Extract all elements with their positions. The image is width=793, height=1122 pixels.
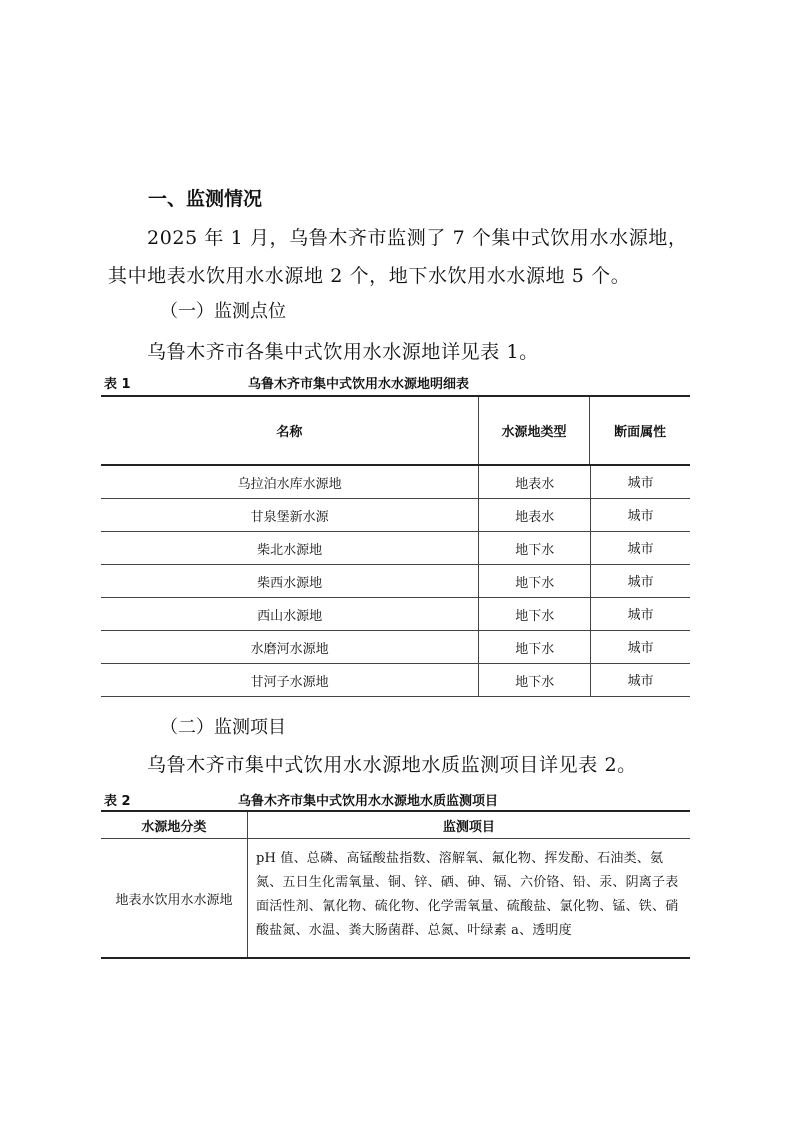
table1-cell-attribute: 城市 (590, 631, 690, 663)
table1-reference-text: 乌鲁木齐市各集中式饮用水水源地详见表 1。 (147, 341, 539, 363)
table-row (101, 664, 690, 697)
table-row (101, 466, 690, 499)
table1-cell-name: 甘泉堡新水源 (250, 509, 329, 525)
table1-cell-attribute: 城市 (590, 565, 690, 597)
table1-cell-type: 地表水 (478, 466, 590, 498)
table1-cell-type: 地表水 (478, 499, 590, 531)
table2-header-category: 水源地分类 (141, 819, 207, 835)
table1-cell-name: 水磨河水源地 (250, 641, 329, 657)
table1-cell-type: 地下水 (478, 631, 590, 663)
table1-cell-name: 乌拉泊水库水源地 (237, 476, 342, 492)
table-row (101, 565, 690, 598)
intro-line-1: 2025 年 1 月，乌鲁木齐市监测了 7 个集中式饮用水水源地， (147, 227, 688, 249)
table2-cell-category: 地表水饮用水水源地 (115, 892, 233, 908)
table-row (101, 598, 690, 631)
table1-title: 乌鲁木齐市集中式饮用水水源地明细表 (248, 377, 470, 392)
table1-header-row (101, 397, 690, 466)
table-row (101, 839, 690, 959)
table1-cell-type: 地下水 (478, 565, 590, 597)
table1-cell-attribute: 城市 (590, 499, 690, 531)
table2-cell-items: pH 值、总磷、高锰酸盐指数、溶解氧、氟化物、挥发酚、石油类、氨氮、五日生化需氧量、铜、锌、硒、砷、镉、六价铬、铅、汞、阴离子表面活性剂、氰化物、硫化物、化学需氧量、硫酸盐、氯化物、锰、铁、硝酸盐氮、水温、粪大肠菌群、总氮、叶绿素 a、透明度 (247, 839, 690, 957)
subheading-monitoring-items: （二）监测项目 (160, 717, 286, 738)
table2 (101, 810, 690, 959)
table1-cell-type: 地下水 (478, 664, 590, 696)
table-row (101, 499, 690, 532)
table1-cell-type: 地下水 (478, 598, 590, 630)
table1-header-attribute: 断面属性 (589, 397, 690, 464)
table1-label: 表 1 (104, 377, 131, 392)
table1-cell-attribute: 城市 (590, 532, 690, 564)
table2-header-items: 监测项目 (247, 812, 690, 838)
table1-cell-type: 地下水 (478, 532, 590, 564)
table2-title: 乌鲁木齐市集中式饮用水水源地水质监测项目 (238, 794, 499, 809)
table1-cell-name: 西山水源地 (257, 608, 323, 624)
table1-cell-attribute: 城市 (590, 598, 690, 630)
table1-cell-name: 甘河子水源地 (250, 674, 329, 690)
table-row (101, 532, 690, 565)
table2-reference-text: 乌鲁木齐市集中式饮用水水源地水质监测项目详见表 2。 (147, 754, 637, 776)
table1-cell-name: 柴西水源地 (257, 575, 323, 591)
intro-line-2: 其中地表水饮用水水源地 2 个，地下水饮用水水源地 5 个。 (108, 265, 631, 287)
table1-cell-name: 柴北水源地 (257, 542, 323, 558)
table1 (101, 395, 690, 697)
table-row (101, 631, 690, 664)
table1-cell-attribute: 城市 (590, 466, 690, 498)
table1-header-type: 水源地类型 (478, 397, 590, 464)
section-heading: 一、监测情况 (148, 188, 263, 210)
table1-header-name: 名称 (276, 425, 303, 440)
table1-cell-attribute: 城市 (590, 664, 690, 696)
subheading-monitoring-points: （一）监测点位 (160, 301, 286, 322)
table2-label: 表 2 (104, 794, 131, 809)
table2-header-row (101, 812, 690, 839)
